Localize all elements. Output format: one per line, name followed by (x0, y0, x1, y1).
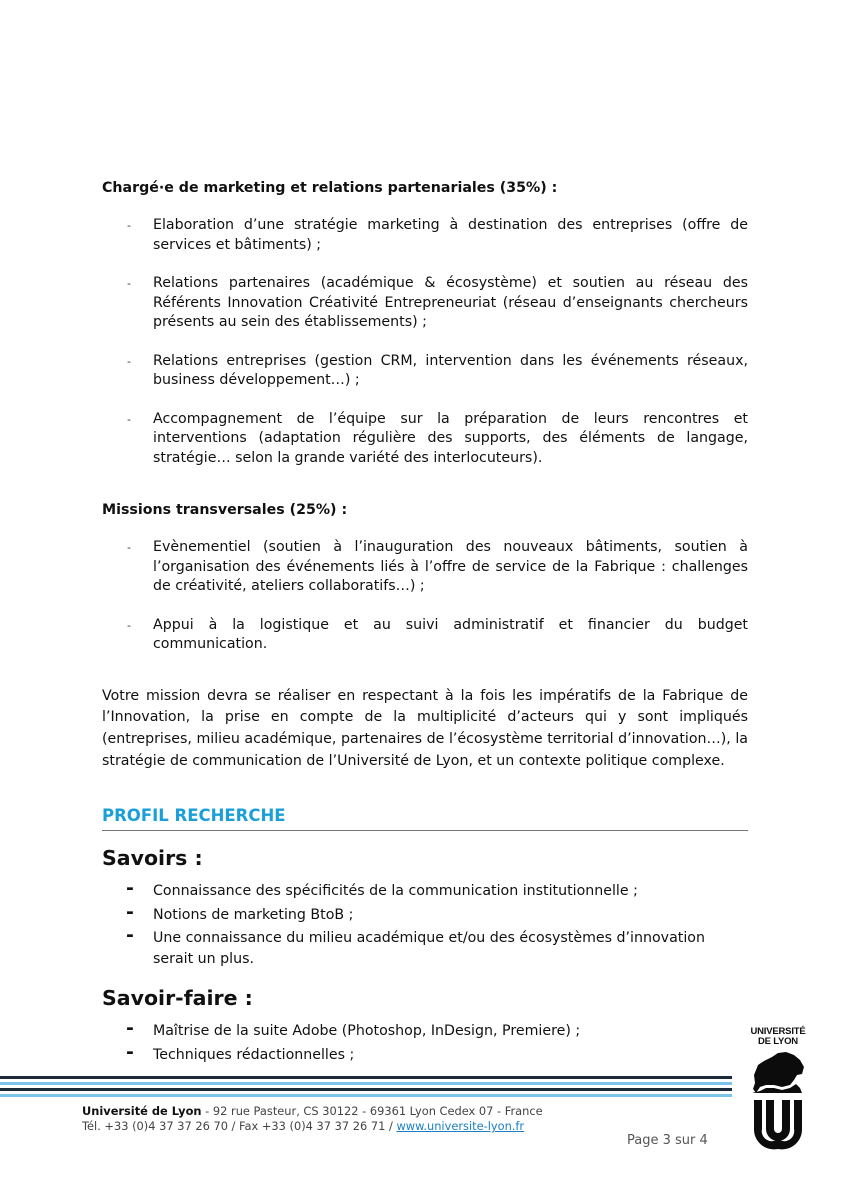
universite-de-lyon-logo (750, 1027, 806, 1161)
list-item: - Maîtrise de la suite Adobe (Photoshop, InDesign, Premiere) ; (126, 1017, 581, 1040)
dash-bullet: - (126, 877, 134, 900)
dash-bullet: - (126, 1040, 134, 1063)
list-item: - Elaboration d’une stratégie marketing à destination des entreprises (offre de services et bâtiments) ; (127, 217, 748, 253)
footer-phone: Tél. +33 (0)4 37 37 26 70 / Fax +33 (0)4 37 37 26 71 / (82, 1119, 397, 1133)
list-item: - Accompagnement de l’équipe sur la préparation de leurs rencontres et interventions (adaptation régulière des supports, des éléments de langage, stratégie… selon la grande variété des interlocuteurs). (127, 410, 748, 466)
list-item: - Une connaissance du milieu académique et/ou des écosystèmes d’innovation serait un plus. (126, 924, 705, 967)
dash-bullet: - (126, 1017, 134, 1040)
list-item: - Notions de marketing BtoB ; (126, 900, 354, 923)
savoir-faire-title: Savoir-faire : (102, 986, 253, 1011)
page-number: Page 3 sur 4 (627, 1133, 708, 1148)
dash-bullet: - (126, 900, 134, 923)
dash-bullet: - (127, 277, 131, 290)
transversal-section-title: Missions transversales (25%) : (102, 502, 348, 518)
dash-bullet: - (127, 354, 131, 368)
footer-address (82, 1104, 543, 1134)
mission-paragraph: Votre mission devra se réaliser en respectant à la fois les impératifs de la Fabrique de l’Innovation, la prise en compte de la multiplicité d’acteurs qui y sont impliqués (entreprises, milieu académique, partenaires de l’écosystème territorial d’innovation…), la stratégie de communication de l’Université de Lyon, et un contexte politique complexe. (102, 687, 748, 769)
footer-address-line: - 92 rue Pasteur, CS 30122 - 69361 Lyon Cedex 07 - France (201, 1104, 543, 1118)
website-link[interactable]: www.universite-lyon.fr (396, 1119, 525, 1133)
stripe-dark (0, 1088, 732, 1091)
marketing-list (102, 216, 748, 468)
list-item: - Techniques rédactionnelles ; (126, 1040, 355, 1063)
savoirs-list (102, 877, 748, 969)
stripe-dark (0, 1076, 732, 1079)
savoir-faire-list (102, 1017, 748, 1065)
savoirs-title: Savoirs : (102, 846, 203, 871)
marketing-section-title: Chargé·e de marketing et relations partenariales (35%) : (102, 180, 558, 196)
page-content (102, 178, 748, 1068)
list-item: - Evènementiel (soutien à l’inauguration des nouveaux bâtiments, soutien à l’organisation des événements liés à l’offre de service de la Fabrique : challenges de créativité, ateliers collaboratifs…) ; (127, 539, 748, 594)
list-item: - Connaissance des spécificités de la communication institutionnelle ; (126, 877, 638, 900)
list-item: - Relations partenaires (académique & écosystème) et soutien au réseau des Référents Innovation Créativité Entrepreneuriat (réseau d’enseignants chercheurs présents au sein des établissements) ; (127, 275, 748, 330)
list-item: - Relations entreprises (gestion CRM, intervention dans les événements réseaux, business développement…) ; (127, 352, 748, 388)
stripe-light (0, 1094, 732, 1097)
list-item: - Appui à la logistique et au suivi administratif et financier du budget communication. (127, 616, 748, 652)
transversal-list (102, 538, 748, 655)
dash-bullet: - (127, 412, 131, 426)
stripe-light (0, 1082, 732, 1085)
dash-bullet: - (127, 219, 131, 232)
dash-bullet: - (127, 541, 131, 554)
logo-text-line1: UNIVERSITÉ (750, 1026, 806, 1037)
lion-icon (750, 1047, 806, 1157)
footer-org: Université de Lyon (82, 1104, 202, 1118)
dash-bullet: - (126, 924, 134, 947)
dash-bullet: - (127, 618, 131, 632)
footer-stripes (0, 1076, 732, 1100)
profil-section-title: PROFIL RECHERCHE (102, 805, 748, 831)
logo-text-line2: DE LYON (758, 1036, 798, 1047)
